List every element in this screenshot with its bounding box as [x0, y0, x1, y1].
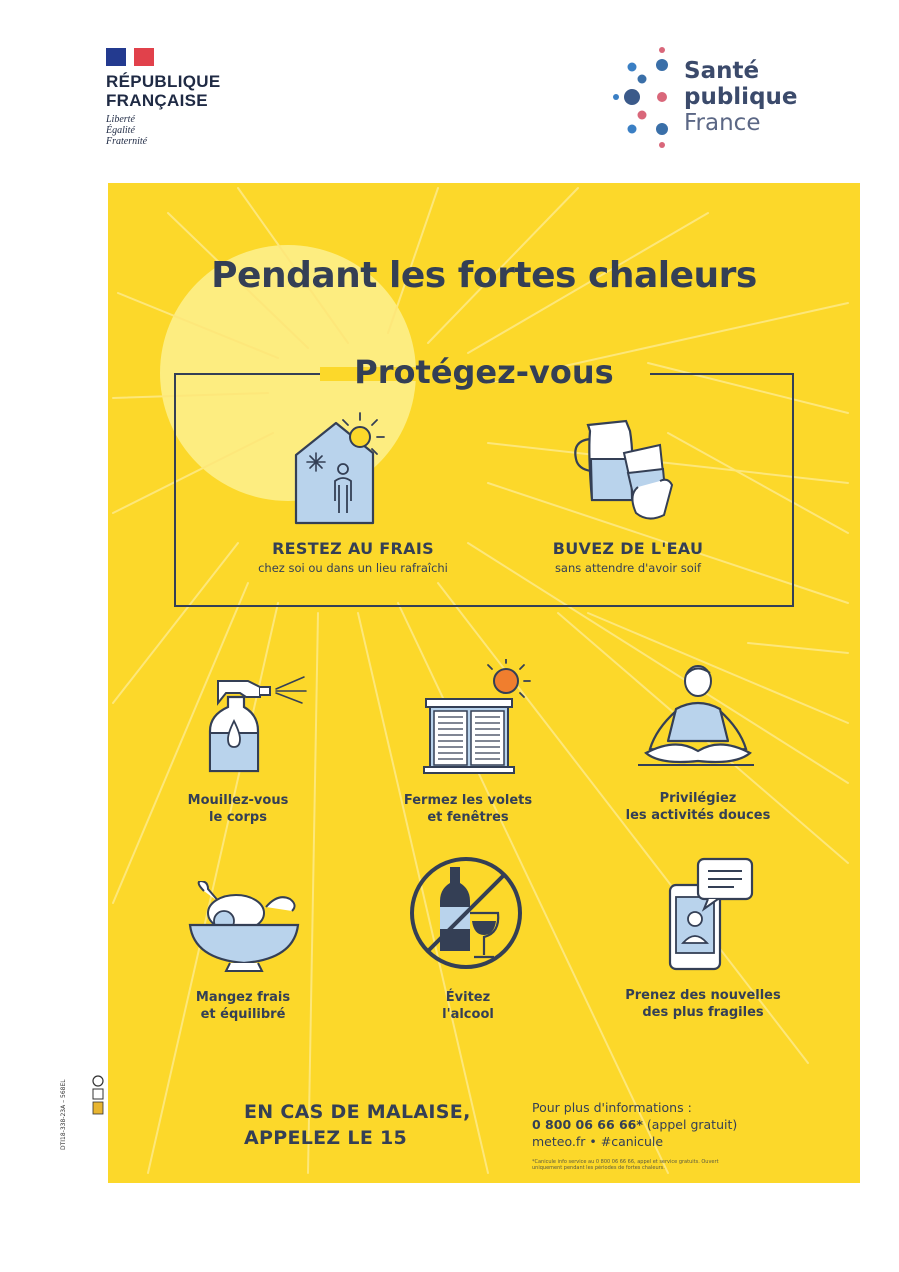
marianne-flag-icon: [106, 48, 154, 66]
heatwave-poster: [108, 183, 860, 1183]
website-hashtag: meteo.fr • #canicule: [532, 1134, 664, 1149]
side-recycling-logos-icon: [88, 1075, 110, 1185]
main-action-desc: chez soi ou dans un lieu rafraîchi: [258, 561, 448, 575]
tip-label: Fermez les volets et fenêtres: [403, 793, 533, 825]
tip-label: Mouillez-vous le corps: [187, 793, 289, 825]
tip-label: Privilégiez les activités douces: [625, 791, 771, 823]
republique-francaise-name: RÉPUBLIQUE FRANÇAISE: [106, 72, 221, 110]
tip-label: Mangez frais et équilibré: [195, 990, 291, 1022]
meditation-icon: [636, 661, 756, 776]
shutters-icon: [422, 659, 532, 777]
sante-publique-france-name: Santé publique France: [684, 58, 798, 136]
poster-title: Pendant les fortes chaleurs: [211, 255, 757, 296]
republique-motto: Liberté Égalité Fraternité: [106, 114, 148, 147]
main-action-label: RESTEZ AU FRAIS: [272, 539, 434, 558]
hotline-number: 0 800 06 66 66*: [532, 1117, 643, 1132]
water-pitcher-icon: [568, 415, 688, 525]
phone-message-icon: [664, 857, 754, 971]
spray-bottle-icon: [198, 663, 308, 778]
emergency-callout: EN CAS DE MALAISE, APPELEZ LE 15: [244, 1101, 471, 1149]
salad-bowl-icon: [186, 881, 306, 973]
info-block: Pour plus d'informations : 0 800 06 66 66* (appel gratuit) meteo.fr • #canicule: [532, 1100, 738, 1149]
poster-subtitle: Protégez-vous: [354, 353, 614, 391]
tip-label: Prenez des nouvelles des plus fragiles: [625, 988, 781, 1020]
main-action-label: BUVEZ DE L'EAU: [552, 539, 704, 558]
footnote: *Canicule info service au 0 800 06 66 66, appel et service gratuits. Ouvert uniquement pendant les périodes de fortes chaleurs.: [532, 1159, 719, 1171]
republique-francaise-logo: [106, 48, 266, 147]
no-alcohol-icon: [408, 855, 524, 971]
house-snowflake-icon: [288, 405, 398, 530]
tip-label: Évitez l'alcool: [442, 990, 494, 1022]
main-action-desc: sans attendre d'avoir soif: [554, 561, 702, 575]
document-reference-code: DTI18-338-23A – 568EL: [60, 1079, 67, 1150]
